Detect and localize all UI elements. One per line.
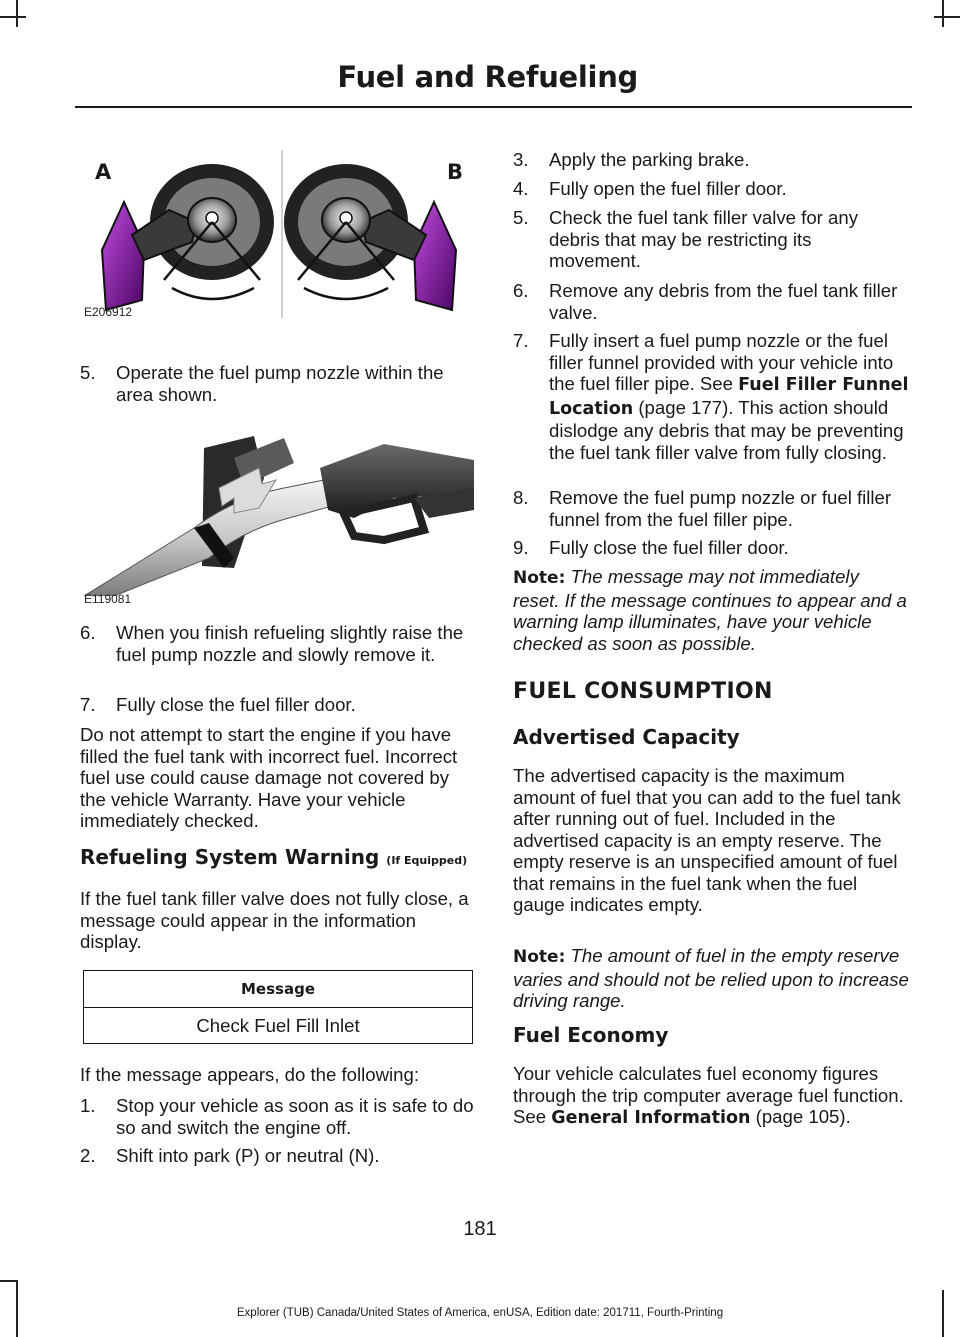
figure-valve-rotation <box>84 150 474 318</box>
step-number: 7. <box>80 694 96 715</box>
table-header: Message <box>84 971 473 1008</box>
warning-paragraph: Do not attempt to start the engine if you have filled the fuel tank with incorrect fuel. Incorrect fuel use could cause damage not covered by the vehicle Warranty. Have your vehicle immediately checked. <box>80 724 458 831</box>
page-title: Fuel and Refueling <box>337 60 638 94</box>
step-number: 3. <box>513 149 529 170</box>
cross-reference-link[interactable]: Fuel Filler Funnel Location <box>549 375 909 419</box>
valve-illustration <box>84 150 474 318</box>
header-rule <box>75 106 912 108</box>
step-text: Remove the fuel pump nozzle or fuel filler funnel from the fuel filler pipe. <box>549 487 892 530</box>
figure-label-a: A <box>95 160 112 184</box>
list-item <box>80 694 474 716</box>
paragraph: The advertised capacity is the maximum amount of fuel that you can add to the fuel tank after running out of fuel. Included in the advertised capacity is an empty reserve. The empty reserve is an unspecified amount of fuel that remains in the fuel tank when the fuel gauge indicates empty. <box>513 765 901 915</box>
list-item <box>80 1095 474 1138</box>
crop-mark <box>0 16 26 18</box>
note-text: The message may not immediately reset. If the message continues to appear and a warning lamp illuminates, have your vehicle checked as soon as possible. <box>513 566 907 654</box>
step-text: Check the fuel tank filler valve for any debris that may be restricting its movement. <box>549 207 859 271</box>
step-number: 9. <box>513 537 529 558</box>
step-text: Fully close the fuel filler door. <box>549 537 789 558</box>
note <box>513 945 909 1012</box>
note-label: Note: <box>513 568 566 588</box>
crop-mark <box>942 0 944 27</box>
step-number: 4. <box>513 178 529 199</box>
message-table <box>83 970 473 1044</box>
table-cell: Check Fuel Fill Inlet <box>84 1008 473 1044</box>
step-text: Apply the parking brake. <box>549 149 750 170</box>
footer: Explorer (TUB) Canada/United States of America, enUSA, Edition date: 201711, Fourth-Printing <box>236 1307 724 1319</box>
step-text-b: (page 177). This action should dislodge any debris that may be preventing the fuel tank filler valve from fully closing. <box>549 396 904 463</box>
paragraph-text-a: Your vehicle calculates fuel economy figures through the trip computer average fuel function. See <box>513 1063 904 1127</box>
subsection-heading: Fuel Economy <box>513 1023 669 1047</box>
figure-code: E206912 <box>84 305 133 319</box>
section-heading-suffix: (If Equipped) <box>386 854 468 867</box>
step-number: 6. <box>513 280 529 301</box>
step-text: When you finish refueling slightly raise the fuel pump nozzle and slowly remove it. <box>116 622 464 665</box>
list-item <box>513 330 909 463</box>
figure-label-b: B <box>447 160 464 184</box>
table-row <box>84 1008 473 1044</box>
list-item <box>513 487 907 530</box>
step-number: 2. <box>80 1145 96 1166</box>
note-text: The amount of fuel in the empty reserve varies and should not be relied upon to increase driving range. <box>513 945 909 1011</box>
list-item <box>513 537 907 559</box>
step-number: 1. <box>80 1095 96 1116</box>
step-text: Stop your vehicle as soon as it is safe to do so and switch the engine off. <box>116 1095 474 1138</box>
section-title: FUEL CONSUMPTION <box>513 679 773 704</box>
subsection-heading: Advertised Capacity <box>513 725 740 749</box>
figure-nozzle <box>84 418 474 596</box>
crop-mark <box>934 16 960 18</box>
nozzle-illustration <box>84 418 474 596</box>
step-text: Fully close the fuel filler door. <box>116 694 356 715</box>
step-number: 6. <box>80 622 96 643</box>
crop-mark <box>0 1280 18 1282</box>
paragraph <box>513 1063 909 1130</box>
list-item <box>513 149 907 171</box>
step-text: Fully open the fuel filler door. <box>549 178 787 199</box>
step-number: 7. <box>513 330 529 351</box>
step-text: Shift into park (P) or neutral (N). <box>116 1145 380 1166</box>
step-text: Remove any debris from the fuel tank filler valve. <box>549 280 898 323</box>
note-label: Note: <box>513 947 566 967</box>
list-item <box>80 622 474 665</box>
crop-mark <box>16 0 18 27</box>
section-paragraph: If the fuel tank filler valve does not fully close, a message could appear in the information display. <box>80 888 469 952</box>
table-header-row <box>84 971 473 1008</box>
list-item <box>513 178 907 200</box>
section-heading-text: Refueling System Warning <box>80 845 380 869</box>
figure-code: E119081 <box>84 592 132 606</box>
page-number: 181 <box>463 1218 497 1240</box>
cross-reference-link[interactable]: General Information <box>551 1108 751 1128</box>
step-number: 5. <box>80 362 96 383</box>
list-item <box>513 207 907 272</box>
list-item <box>513 280 907 323</box>
paragraph-text-b: (page 105). <box>750 1106 851 1127</box>
list-item <box>80 362 474 405</box>
section-heading <box>80 845 467 869</box>
step-text-a: Fully insert a fuel pump nozzle or the fuel filler funnel provided with your vehicle into the fuel filler pipe. See <box>549 330 894 394</box>
list-item <box>80 1145 474 1167</box>
note <box>513 566 907 654</box>
step-number: 8. <box>513 487 529 508</box>
step-text: Operate the fuel pump nozzle within the area shown. <box>116 362 444 405</box>
steps-intro: If the message appears, do the following: <box>80 1064 420 1085</box>
step-number: 5. <box>513 207 529 228</box>
